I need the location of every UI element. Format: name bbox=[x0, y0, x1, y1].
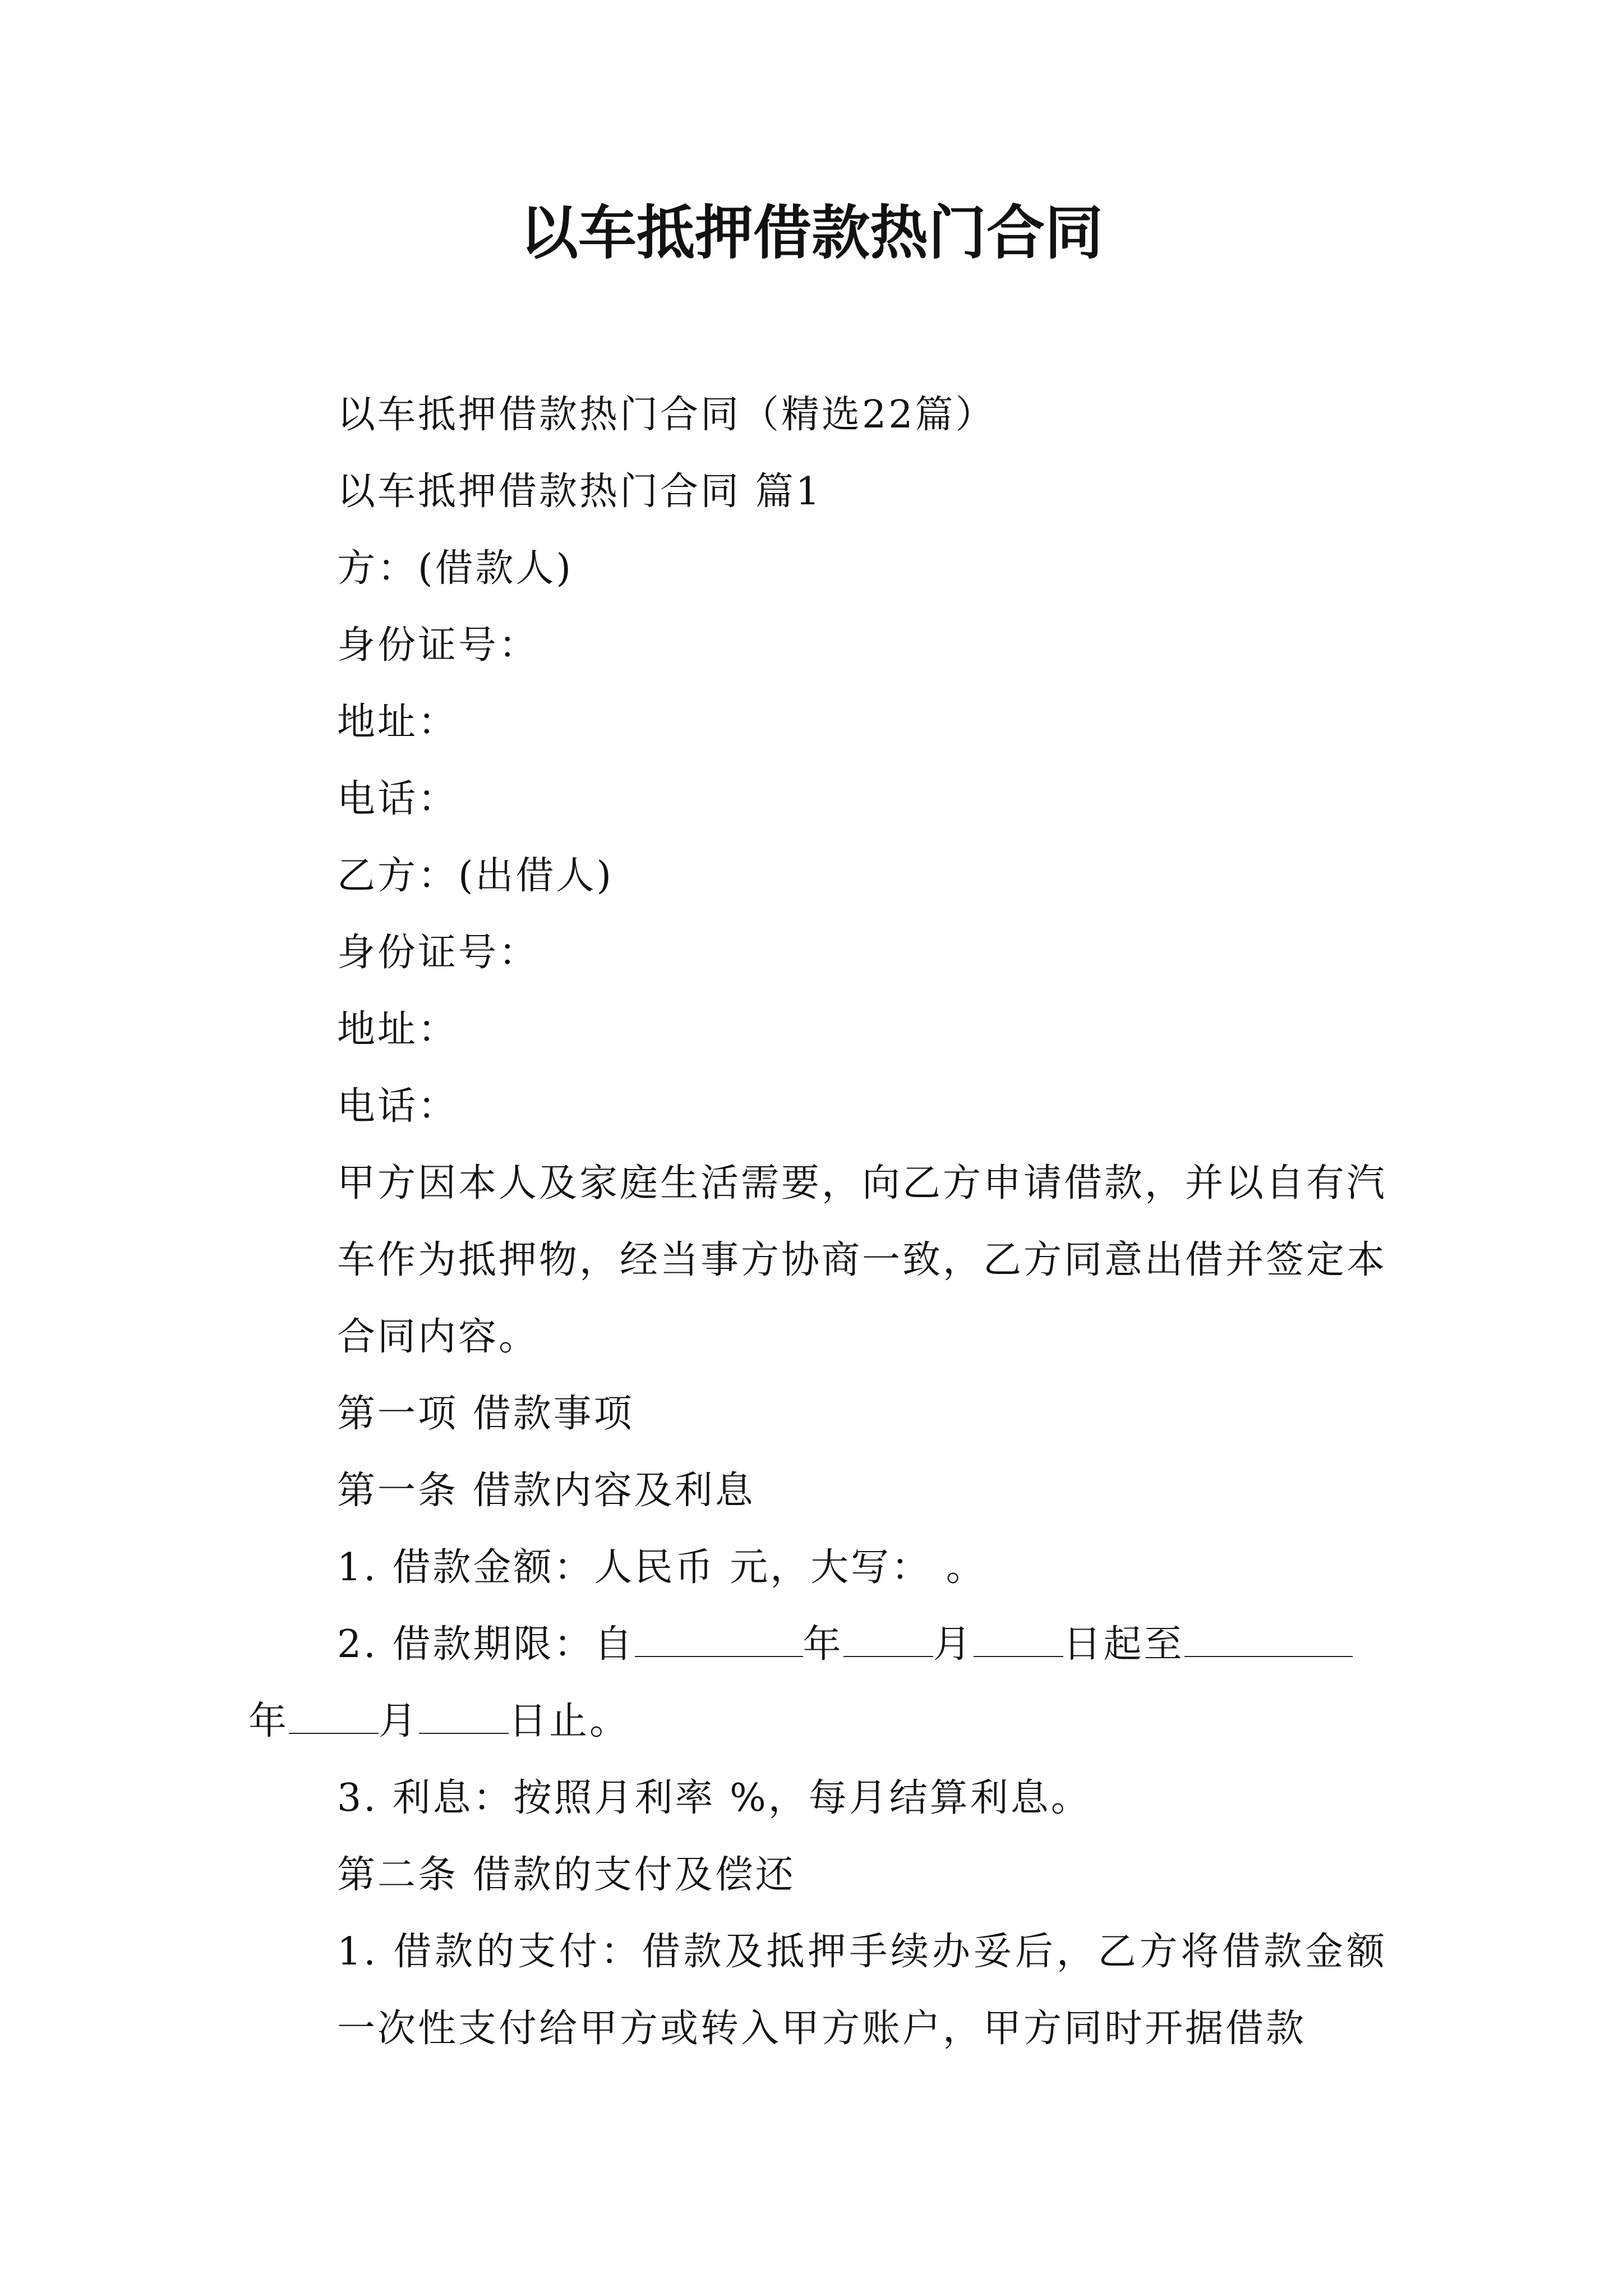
end-year-label: 年 bbox=[248, 1699, 289, 1743]
end-day-label: 日止。 bbox=[509, 1699, 630, 1743]
end-month-blank bbox=[289, 1696, 379, 1734]
subtitle-line: 以车抵押借款热门合同（精选22篇） bbox=[337, 393, 996, 437]
loan-term-continued bbox=[248, 1683, 1387, 1760]
party-b-label: 乙方：(出借人) bbox=[337, 854, 614, 898]
start-year-label: 年 bbox=[803, 1622, 843, 1667]
party-a-address-label: 地址： bbox=[337, 700, 459, 744]
party-a-label: 方：(借款人) bbox=[337, 546, 574, 591]
party-b-phone-label: 电话： bbox=[337, 1084, 459, 1129]
intro-paragraph: 甲方因本人及家庭生活需要，向乙方申请借款，并以自有汽车作为抵押物，经当事方协商一致，乙方同意出借并签定本合同内容。 bbox=[337, 1161, 1387, 1359]
loan-term-label: 2. 借款期限：自 bbox=[337, 1622, 635, 1667]
party-b-id-label: 身份证号： bbox=[337, 931, 540, 975]
document-body bbox=[248, 376, 1387, 2067]
section-heading: 第一项 借款事项 bbox=[337, 1392, 634, 1436]
end-day-blank bbox=[419, 1696, 509, 1734]
party-b-address-label: 地址： bbox=[337, 1007, 459, 1052]
end-month-label: 月 bbox=[379, 1699, 419, 1743]
document-title: 以车抵押借款热门合同 bbox=[519, 198, 1103, 267]
party-a-phone-label: 电话： bbox=[337, 777, 459, 821]
start-day-label: 日起至 bbox=[1063, 1622, 1184, 1667]
article-heading: 第一条 借款内容及利息 bbox=[337, 1469, 755, 1513]
start-day-blank bbox=[974, 1619, 1063, 1657]
loan-term-item bbox=[248, 1606, 1387, 1683]
payment-item: 1. 借款的支付：借款及抵押手续办妥后，乙方将借款金额一次性支付给甲方或转入甲方账户，甲方同时开据借款 bbox=[337, 1930, 1387, 2051]
chapter-heading: 以车抵押借款热门合同 篇1 bbox=[337, 470, 822, 514]
start-month-blank bbox=[843, 1619, 933, 1657]
article-heading: 第二条 借款的支付及偿还 bbox=[337, 1853, 796, 1897]
start-year-blank bbox=[635, 1619, 803, 1657]
end-year-blank bbox=[1184, 1619, 1353, 1657]
party-a-id-label: 身份证号： bbox=[337, 623, 540, 668]
start-month-label: 月 bbox=[933, 1622, 974, 1667]
loan-amount-item: 1. 借款金额：人民币 元，大写： 。 bbox=[337, 1545, 986, 1590]
interest-item: 3. 利息：按照月利率 %，每月结算利息。 bbox=[337, 1776, 1091, 1820]
